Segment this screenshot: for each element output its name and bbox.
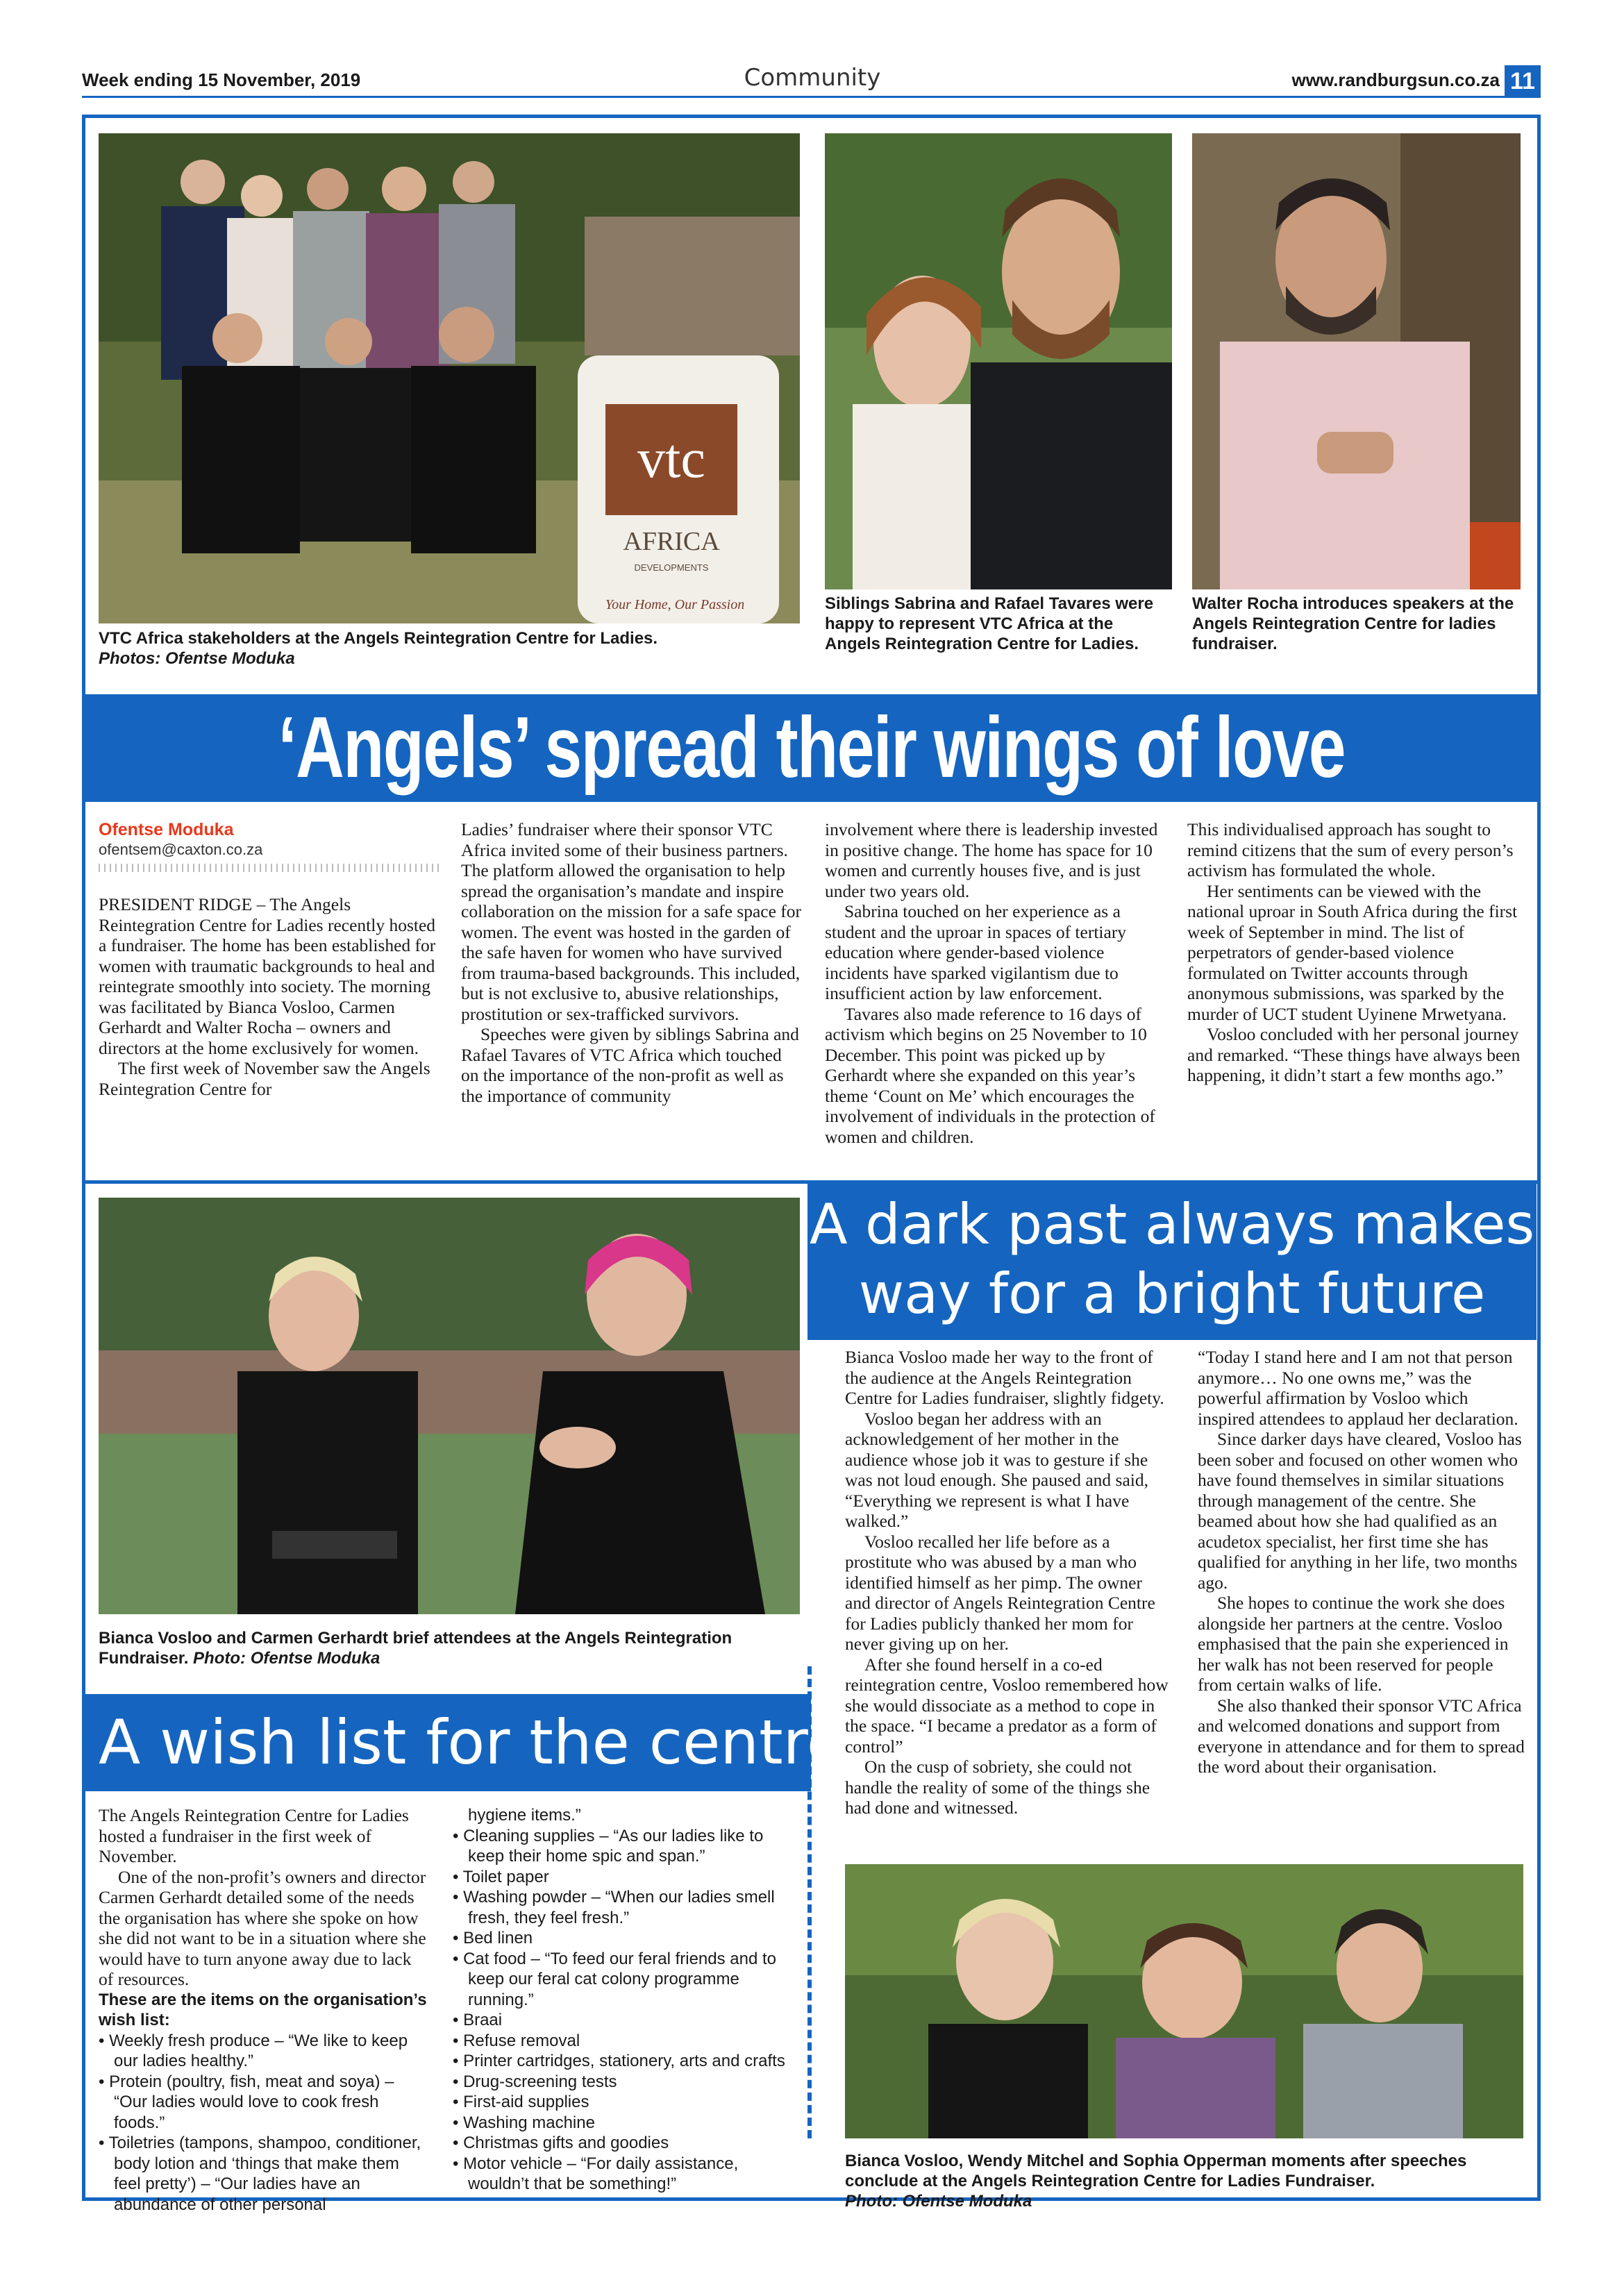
photo-group-stakeholders — [99, 133, 800, 623]
main-headline-banner — [82, 694, 1541, 802]
caption-trio — [845, 2151, 1523, 2211]
paragraph: The Angels Reintegration Centre for Ladies hosted a fundraiser in the first week of November. — [99, 1805, 409, 1866]
paragraph: This individualised approach has sought to remind citizens that the sum of every person’s activism has formulated the whole. — [1187, 819, 1514, 880]
paragraph: She also thanked their sponsor VTC Africa and welcomed donations and support from everyone in attendance and for them to spread the word about their organisation. — [1198, 1695, 1525, 1777]
caption-walter-rocha — [1192, 594, 1521, 654]
page-number-badge: 11 — [1505, 65, 1541, 97]
caption-text: Walter Rocha introduces speakers at the Angels Reintegration Centre for ladies fundraiser. — [1192, 594, 1514, 653]
byline-author: Ofentse Moduka — [99, 820, 234, 839]
sign-slogan-text: Your Home, Our Passion — [605, 597, 745, 612]
main-story-col-3 — [825, 819, 1165, 1147]
paragraph: Speeches were given by siblings Sabrina and Rafael Tavares of VTC Africa which touched on the importance of the non-profit as well as the importance of community — [461, 1024, 799, 1106]
main-story-col-4 — [1187, 819, 1527, 1086]
paragraph: She hopes to continue the work she does alongside her partners at the centre. Vosloo emphasised that the pain she experienced in her walk has not been reserved for people from certain walks of life. — [1198, 1593, 1509, 1695]
paragraph: After she found herself in a co-ed reintegration centre, Vosloo remembered how she would dissociate as a method to cope in the space. “I became a predator as a form of control” — [845, 1654, 1169, 1757]
wish-list-headline-banner — [82, 1694, 844, 1791]
dark-past-col-1 — [845, 1347, 1171, 1818]
main-story-col-1 — [99, 819, 439, 1099]
list-item-continuation: hygiene items.” — [468, 1806, 581, 1825]
photo-credit: Photo: Ofentse Moduka — [845, 2192, 1032, 2211]
list-item: • Cleaning supplies – “As our ladies like to keep their home spic and span.” — [453, 1826, 793, 1867]
main-story-col-2 — [461, 819, 801, 1106]
photo-credit: Photo: Ofentse Moduka — [193, 1649, 380, 1668]
list-item: • Drug-screening tests — [453, 2072, 793, 2093]
list-item: • Weekly fresh produce – “We like to keep our ladies healthy.” — [99, 2031, 428, 2072]
dark-past-headline-banner — [807, 1180, 1537, 1340]
paragraph: “Today I stand here and I am not that person anymore… No one owns me,” was the powerful affirmation by Vosloo which inspired attendees to applaud her declaration. — [1198, 1347, 1518, 1429]
header-rule — [82, 96, 1541, 98]
caption-text: Bianca Vosloo, Wendy Mitchel and Sophia Opperman moments after speeches conclude at the Angels Reintegration Centre for Ladies Fundraiser. — [845, 2152, 1467, 2190]
photo-vosloo-gerhardt — [99, 1198, 800, 1614]
wish-list-headline: A wish list for the centre — [99, 1707, 844, 1778]
paragraph: Tavares also made reference to 16 days of activism which begins on 25 November to 10 December. This point was picked up by Gerhardt where she expanded on this year’s theme ‘Count on Me’ which encourages the involvement of individuals in the protection of women and children. — [825, 1003, 1155, 1147]
sign-sub-text: DEVELOPMENTS — [634, 562, 709, 573]
caption-text: Bianca Vosloo and Carmen Gerhardt brief attendees at the Angels Reintegration Fundraiser. — [99, 1629, 733, 1668]
list-item: • Christmas gifts and goodies — [453, 2133, 793, 2154]
byline-email[interactable]: ofentsem@caxton.co.za — [99, 841, 263, 858]
photo-trio — [845, 1864, 1523, 2138]
issue-date: Week ending 15 November, 2019 — [82, 69, 361, 90]
byline-divider — [99, 864, 439, 872]
list-item: • Protein (poultry, fish, meat and soya) – “Our ladies would love to cook fresh foods.” — [99, 2072, 428, 2134]
paragraph: Sabrina touched on her experience as a student and the uproar in spaces of tertiary education where gender-based violence incidents have sparked vigilantism due to insufficient action by law enforcement. — [825, 901, 1127, 1003]
caption-vosloo-gerhardt — [99, 1628, 800, 1668]
wish-list-heading: These are the items on the organisation’s wish list: — [99, 1990, 427, 2029]
list-item: • Bed linen — [453, 1928, 793, 1949]
paragraph: One of the non-profit’s owners and director Carmen Gerhardt detailed some of the needs the organisation has where she spoke on how she did not want to be in a situation where she would have to turn anyone away due to lack of resources. — [99, 1866, 426, 1989]
paragraph: The first week of November saw the Angels Reintegration Centre for — [99, 1058, 430, 1099]
wish-list-col-1 — [99, 1805, 428, 2215]
paragraph: Vosloo recalled her life before as a prostitute who was abused by a man who identified himself as her pimp. The owner and director of Angels Reintegration Centre for Ladies publicly thanked her mom for never giving up on her. — [845, 1531, 1155, 1654]
caption-text: Siblings Sabrina and Rafael Tavares were happy to represent VTC Africa at the Angels Reintegration Centre for Ladies. — [825, 594, 1154, 653]
list-item: • Printer cartridges, stationery, arts and crafts — [453, 2051, 793, 2072]
paragraph: Vosloo began her address with an acknowledgement of her mother in the audience whose job it was to gesture if she was not loud enough. She paused and said, “Everything we represent is what I have walked.” — [845, 1408, 1148, 1531]
caption-text: VTC Africa stakeholders at the Angels Reintegration Centre for Ladies. — [99, 629, 658, 648]
paragraph: involvement where there is leadership invested in positive change. The home has space for 10 women and currently houses five, and is just under two years old. — [825, 819, 1158, 901]
paragraph: On the cusp of sobriety, she could not handle the reality of some of the things she had done and witnessed. — [845, 1757, 1150, 1818]
list-item: • Washing machine — [453, 2113, 793, 2134]
paragraph: Vosloo concluded with her personal journey and remarked. “These things have always been happening, it didn’t start a few months ago.” — [1187, 1024, 1521, 1085]
dark-past-headline-line-2: way for a bright future — [858, 1262, 1486, 1326]
section-name: Community — [744, 64, 881, 92]
wish-list-col-2 — [453, 1805, 793, 2195]
paragraph: Her sentiments can be viewed with the national uproar in South Africa during the first week of September in mind. The list of perpetrators of gender-based violence formulated on Twitter accounts through anonymous submissions, was sparked by the murder of UCT student Uyinene Mrwetyana. — [1187, 880, 1518, 1024]
main-headline: ‘Angels’ spread their wings of love — [278, 700, 1345, 796]
sign-logo-text: vtc — [637, 428, 705, 489]
list-item: • Refuse removal — [453, 2031, 793, 2052]
photo-siblings — [825, 133, 1172, 589]
list-item: • Toiletries (tampons, shampoo, conditioner, body lotion and ‘things that make them feel pretty’) – “Our ladies have an abundance of other personal — [99, 2133, 428, 2215]
paragraph: Since darker days have cleared, Vosloo has been sober and focused on other women who have found themselves in similar situations through management of the centre. She beamed about how she had qualified as an acudetox specialist, her first time she has qualified for anything in her life, two months ago. — [1198, 1429, 1522, 1593]
caption-group-stakeholders — [99, 628, 800, 669]
list-item: • Braai — [453, 2010, 793, 2031]
list-item: • Cat food – “To feed our feral friends and to keep our feral cat colony programme running.” — [453, 1949, 793, 2011]
dark-past-col-2 — [1198, 1347, 1527, 1777]
list-item: • First-aid supplies — [453, 2092, 793, 2113]
wish-list-items-1 — [99, 2031, 428, 2215]
paragraph: PRESIDENT RIDGE – The Angels Reintegration Centre for Ladies recently hosted a fundraiser. The home has been established for women with traumatic backgrounds to heal and reintegrate smoothly into society. The morning was facilitated by Bianca Vosloo, Carmen Gerhardt and Walter Rocha – owners and directors at the home exclusively for women. — [99, 894, 436, 1058]
list-item: • Toilet paper — [453, 1867, 793, 1888]
sign-brand-text: AFRICA — [623, 527, 720, 556]
website-link[interactable]: www.randburgsun.co.za — [1291, 69, 1500, 90]
list-item: • Washing powder – “When our ladies smell fresh, they feel fresh.” — [453, 1887, 793, 1928]
photo-credit: Photos: Ofentse Moduka — [99, 649, 295, 668]
dark-past-headline-line-1: A dark past always makes — [809, 1192, 1535, 1257]
list-item: • Motor vehicle – “For daily assistance, wouldn’t that be something!” — [453, 2154, 793, 2195]
caption-siblings — [825, 594, 1172, 654]
photo-walter-rocha — [1192, 133, 1521, 589]
paragraph: Bianca Vosloo made her way to the front of the audience at the Angels Reintegration Centre for Ladies fundraiser, slightly fidgety. — [845, 1347, 1164, 1408]
paragraph: Ladies’ fundraiser where their sponsor VTC Africa invited some of their business partners. The platform allowed the organisation to help spread the organisation’s mandate and inspire collaboration on the mission for a safe space for women. The event was hosted in the garden of the safe haven for women who have survived from trauma-based backgrounds. This included, but is not exclusive to, abusive relationships, prostitution or sex-trafficked survivors. — [461, 819, 802, 1024]
